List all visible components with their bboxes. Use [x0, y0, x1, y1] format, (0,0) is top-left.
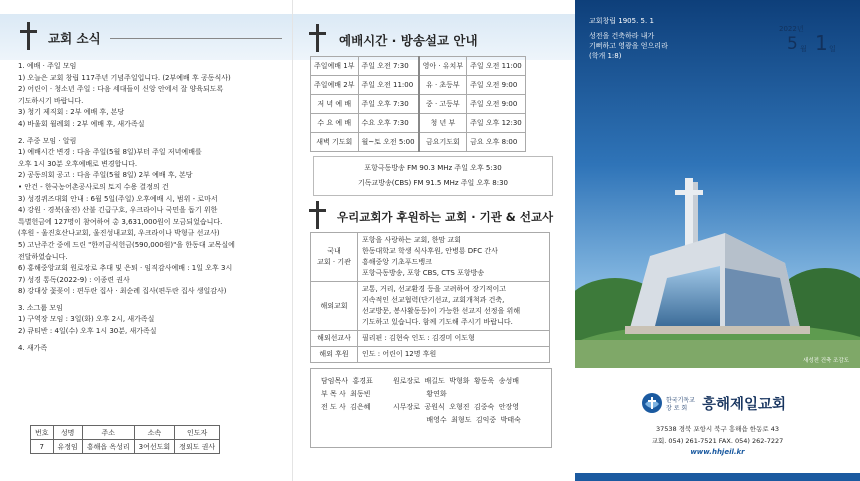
- schedule-cell: 주일예배 2부: [311, 76, 359, 95]
- schedule-cell: 청 년 부: [419, 114, 467, 133]
- bulletin-year: 2022년: [779, 25, 804, 33]
- denomination-line: 한국기독교: [666, 397, 695, 404]
- church-info: [575, 368, 860, 481]
- table-cell: 정외도 권사: [175, 440, 220, 454]
- news-line: 2) 공동의회 공고 : 다음 주일(5월 8일) 2부 예배 후, 본당: [18, 171, 193, 180]
- staff-line: 원로장로 배길도 박형화 황동욱 송성배: [393, 377, 519, 385]
- table-row: [31, 440, 220, 454]
- photo-caption: 새성전 건축 조감도: [803, 358, 850, 364]
- month-unit: 월: [800, 45, 807, 53]
- header-band: [0, 14, 292, 60]
- schedule-cell: 저 녁 예 배: [311, 95, 359, 114]
- staff-line: 황연화: [393, 390, 447, 398]
- left-panel: [0, 0, 292, 481]
- church-phone: 교회. 054) 261-7521 FAX. 054) 262-7227: [651, 437, 784, 445]
- support-detail: 인도 : 어린이 12명 후원: [358, 347, 550, 363]
- staff-right: [393, 375, 521, 427]
- news-line: 특별헌금에 127명이 참여하여 총 3,631,000원이 모금되었습니다.: [18, 217, 223, 226]
- news-line: 5) 고난주간 중에 드린 "한끼금식헌금(590,000원)"을 한동대 교목실에: [18, 240, 235, 249]
- news-line: 기도하시기 바랍니다.: [18, 96, 84, 105]
- news-line: 4) 바울회 월례회 : 2부 예배 후, 새가족실: [18, 119, 145, 128]
- cross-icon: [309, 201, 326, 229]
- schedule-cell: 월~토 오전 5:00: [358, 133, 419, 152]
- schedule-cell: 금요 오후 8:00: [467, 133, 526, 152]
- support-detail: 필리핀 : 김현숙 인도 : 김경미 이도형: [358, 331, 550, 347]
- bulletin-month: 5: [787, 34, 798, 54]
- schedule-cell: 금요기도회: [419, 133, 467, 152]
- church-address: 37538 경북 포항시 북구 흥해읍 한동로 43: [656, 425, 779, 433]
- news-line: 6) 홍해중앙교회 원로장로 추대 및 은퇴 · 임직감사예배 : 1일 오후 3시: [18, 264, 233, 273]
- verse-reference: (학개 1:8): [589, 52, 622, 60]
- schedule-cell: 수 요 예 배: [311, 114, 359, 133]
- worship-schedule-table: [310, 56, 526, 152]
- news-line: 1) 예배시간 변경 : 다음 주일(5월 8일)부터 주일 저녁예배를: [18, 148, 202, 157]
- table-row: [311, 114, 526, 133]
- news-line: 1. 예배 · 주일 모임: [18, 62, 77, 70]
- news-line: 3. 소그룹 모임: [18, 303, 63, 312]
- website-link[interactable]: www.hhjeil.kr: [690, 448, 745, 456]
- schedule-cell: 주일 오후 12:30: [467, 114, 526, 133]
- verse-line: 기뻐하고 영광을 얻으리라: [589, 42, 668, 50]
- news-line: 2) 어린이 · 청소년 주일 : 다음 세대들이 신앙 안에서 잘 양육되도록: [18, 85, 224, 94]
- schedule-cell: 중 · 고등부: [419, 95, 467, 114]
- cross-icon: [309, 24, 326, 52]
- table-row: [311, 76, 526, 95]
- middle-panel: [292, 0, 575, 481]
- news-line: 오후 1시 30분 오후예배로 변경합니다.: [18, 159, 138, 168]
- support-detail: 교통, 거리, 선교환경 등을 고려하여 장기적이고 지속적인 선교협력(단기선교, 교회개척과 건축, 선교방문, 봉사활동등)이 가능한 선교지 선정을 위해 기도하고 있습니다. 함께 기도해 주시기 바랍니다.: [358, 282, 550, 331]
- news-line: 8) 강대상 꽃꽂이 : 편두란 집사 · 최순례 집사(편두란 집사 생일감사): [18, 287, 227, 296]
- title-rule: [110, 38, 282, 39]
- table-row: [311, 133, 526, 152]
- news-line: 2) 큐티반 : 4일(수) 오후 1시 30분, 새가족실: [18, 327, 157, 336]
- staff-line: 부 목 사 최동빈: [321, 390, 371, 398]
- church-illustration: [575, 178, 860, 368]
- news-line: 4. 새가족: [18, 343, 48, 352]
- staff-line: 시무장로 공원식 오형진 김중숙 안장영: [393, 403, 519, 411]
- broadcast-line: 포항극동방송 FM 90.3 MHz 주일 오후 5:30: [364, 164, 502, 172]
- new-family-table: [30, 425, 220, 454]
- schedule-cell: 영아 · 유치부: [419, 57, 467, 76]
- news-line: 3) 청기 제직회 : 2부 예배 후, 본당: [18, 108, 125, 117]
- news-line: (후원 - 울진호산나교회, 울진성내교회, 우크라이나 박형규 선교사): [18, 229, 220, 238]
- table-row: [311, 347, 550, 363]
- support-category: 해외교회: [311, 282, 358, 331]
- support-category: 국내 교회 · 기관: [311, 233, 358, 282]
- founded-date: 교회창립 1905. 5. 1: [589, 17, 654, 25]
- staff-line: 담임목사 홍경표: [321, 377, 373, 385]
- accent-stripe: [575, 473, 860, 481]
- staff-line: 배영수 최형도 김익중 박태숙: [393, 416, 521, 424]
- staff-line: 전 도 사 김은혜: [321, 403, 371, 411]
- news-line: 4) 강원 · 경북(울진) 산불 긴급구호, 우크라이나 국민을 돕기 위한: [18, 206, 218, 215]
- schedule-cell: 유 · 초등부: [419, 76, 467, 95]
- broadcast-line: 기독교방송(CBS) FM 91.5 MHz 주일 오후 8:30: [357, 179, 509, 187]
- verse-line: 성전을 건축하라 내가: [589, 32, 655, 40]
- church-name: 흥해제일교회: [702, 397, 787, 413]
- schedule-cell: 주일 오후 7:30: [358, 95, 419, 114]
- table-row: [311, 331, 550, 347]
- support-detail: 포항을 사랑하는 교회, 한맘 교회 한동대학교 학생 식사후원, 안병룡 DFC 간사 흥해중앙 기초푸드뱅크 포항극동방송, 포항 CBS, CTS 포항방송: [358, 233, 550, 282]
- support-title: 우리교회가 후원하는 교회 · 기관 & 선교사: [337, 210, 554, 224]
- table-header-row: [31, 426, 220, 440]
- church-logo-icon: [641, 392, 663, 414]
- support-category: 해외 후원: [311, 347, 358, 363]
- column-header: 인도자: [175, 426, 220, 440]
- news-line: 1) 오늘은 교회 창립 117주년 기념주일입니다. (2부예배 후 공동식사): [18, 73, 231, 82]
- support-category: 해외선교사: [311, 331, 358, 347]
- broadcast-box: [313, 156, 553, 196]
- news-list: [18, 61, 288, 354]
- denomination-line: 장 로 회: [666, 405, 688, 412]
- staff-left: [321, 375, 373, 414]
- cover-panel: [575, 0, 860, 481]
- table-row: [311, 95, 526, 114]
- support-table: [310, 232, 550, 363]
- table-cell: 3여선도회: [134, 440, 175, 454]
- schedule-cell: 주일 오전 11:00: [358, 76, 419, 95]
- table-cell: 7: [31, 440, 54, 454]
- schedule-cell: 주일 오전 9:00: [467, 76, 526, 95]
- staff-box: [310, 368, 552, 448]
- news-line: 2. 주중 모임 · 알림: [18, 136, 77, 145]
- table-row: [311, 282, 550, 331]
- column-header: 주소: [82, 426, 134, 440]
- schedule-cell: 주일 오전 11:00: [467, 57, 526, 76]
- news-title: 교회 소식: [48, 31, 101, 46]
- news-line: 7) 성경 통독(2022-9) : 이종련 권사: [18, 275, 130, 284]
- column-header: 성명: [53, 426, 82, 440]
- news-line: 1) 구역장 모임 : 3일(화) 오후 2시, 새가족실: [18, 315, 155, 324]
- news-line: • 안건 - 한국농어촌공사로의 토지 수용 결정의 건: [18, 182, 169, 191]
- bulletin-day: 1: [815, 31, 828, 55]
- schedule-cell: 주일예배 1부: [311, 57, 359, 76]
- day-unit: 일: [829, 45, 836, 53]
- column-header: 소속: [134, 426, 175, 440]
- schedule-cell: 주일 오전 7:30: [358, 57, 419, 76]
- news-line: 3) 성경퀴즈대회 안내 : 6월 5일(주일) 오후예배 시, 범위 - 로마서: [18, 194, 218, 203]
- table-row: [311, 233, 550, 282]
- table-cell: 유정임: [53, 440, 82, 454]
- table-cell: 흥해읍 옥성리: [82, 440, 134, 454]
- schedule-cell: 수요 오후 7:30: [358, 114, 419, 133]
- schedule-cell: 주일 오전 9:00: [467, 95, 526, 114]
- worship-title: 예배시간 · 방송설교 안내: [339, 33, 478, 48]
- column-header: 번호: [31, 426, 54, 440]
- table-row: [311, 57, 526, 76]
- schedule-cell: 새벽 기도회: [311, 133, 359, 152]
- cross-icon: [20, 22, 37, 50]
- news-line: 전달하였습니다.: [18, 252, 68, 261]
